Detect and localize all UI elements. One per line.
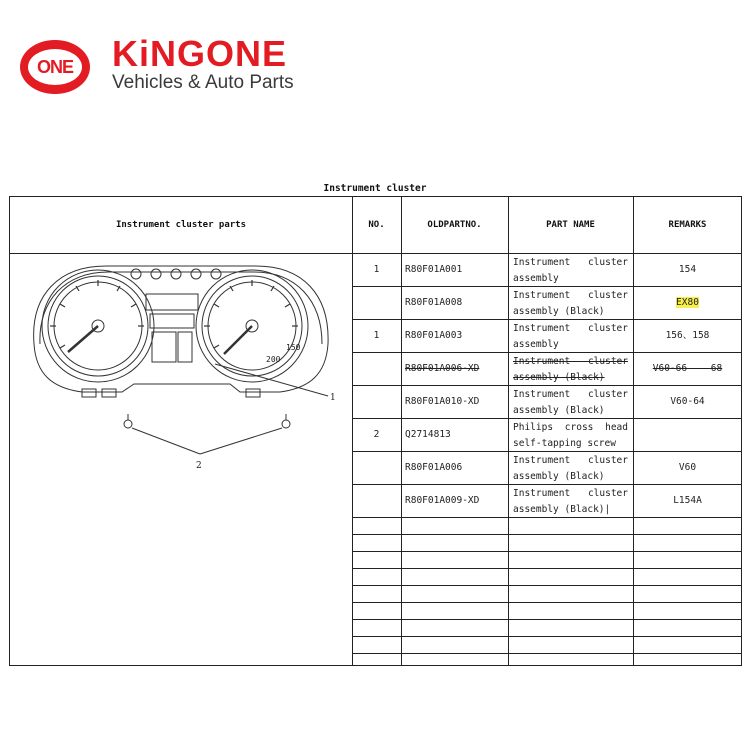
row-oldpartno: R80F01A008 xyxy=(405,297,463,308)
row-remark: L154A xyxy=(673,495,702,506)
row-remark: V60-66 68 xyxy=(652,363,723,374)
row-part-name: Instrument cluster assembly (Black) xyxy=(513,290,628,317)
row-remark: 154 xyxy=(678,264,697,275)
row-no xyxy=(352,484,401,517)
row-remark xyxy=(633,418,742,451)
row-no: 2 xyxy=(373,429,380,440)
row-part-name: Philips cross head self-tapping screw xyxy=(513,422,628,449)
row-no xyxy=(352,352,401,385)
gauge-label-150: 150 xyxy=(286,343,301,352)
row-remark: 156、158 xyxy=(665,330,710,341)
row-oldpartno: Q2714813 xyxy=(405,429,451,440)
instrument-cluster-drawing xyxy=(10,254,352,554)
row-part-name: Instrument cluster assembly xyxy=(513,257,628,284)
row-oldpartno: R80F01A006-XD xyxy=(405,363,480,374)
header-part-name: PART NAME xyxy=(546,220,595,230)
row-oldpartno: R80F01A010-XD xyxy=(405,396,480,407)
row-oldpartno: R80F01A009-XD xyxy=(405,495,480,506)
logo-badge-text: ONE xyxy=(36,57,73,77)
row-part-name: Instrument cluster assembly xyxy=(513,323,628,350)
parts-table xyxy=(9,196,742,666)
row-oldpartno: R80F01A006 xyxy=(405,462,463,473)
callout-1: 1 xyxy=(330,393,336,403)
header-no: NO. xyxy=(368,220,385,230)
row-oldpartno: R80F01A001 xyxy=(405,264,463,275)
row-no: 1 xyxy=(373,264,380,275)
gauge-label-200: 200 xyxy=(266,355,281,364)
callout-2: 2 xyxy=(196,461,202,471)
logo-badge xyxy=(20,40,90,94)
row-part-name: Instrument cluster assembly (Black) xyxy=(513,389,628,416)
row-remark: V60 xyxy=(678,462,697,473)
row-part-name: Instrument cluster assembly (Black) xyxy=(513,455,628,482)
row-part-name: Instrument cluster assembly (Black)| xyxy=(513,488,628,515)
logo-tagline: Vehicles & Auto Parts xyxy=(112,72,294,93)
logo-brand-name: KiNGONE xyxy=(112,33,288,74)
row-no: 1 xyxy=(373,330,380,341)
header-oldpartno: OLDPARTNO. xyxy=(427,220,482,230)
header-parts: Instrument cluster parts xyxy=(115,220,247,230)
row-remark: V60-64 xyxy=(670,396,705,407)
document-title: Instrument cluster xyxy=(323,183,427,194)
row-oldpartno: R80F01A003 xyxy=(405,330,463,341)
row-remark-highlighted: EX80 xyxy=(676,297,699,308)
row-no xyxy=(352,385,401,418)
kingone-logo xyxy=(20,33,330,98)
header-remarks: REMARKS xyxy=(668,220,707,230)
row-no xyxy=(352,286,401,319)
row-part-name: Instrument cluster assembly (Black) xyxy=(513,356,628,383)
row-no xyxy=(352,451,401,484)
